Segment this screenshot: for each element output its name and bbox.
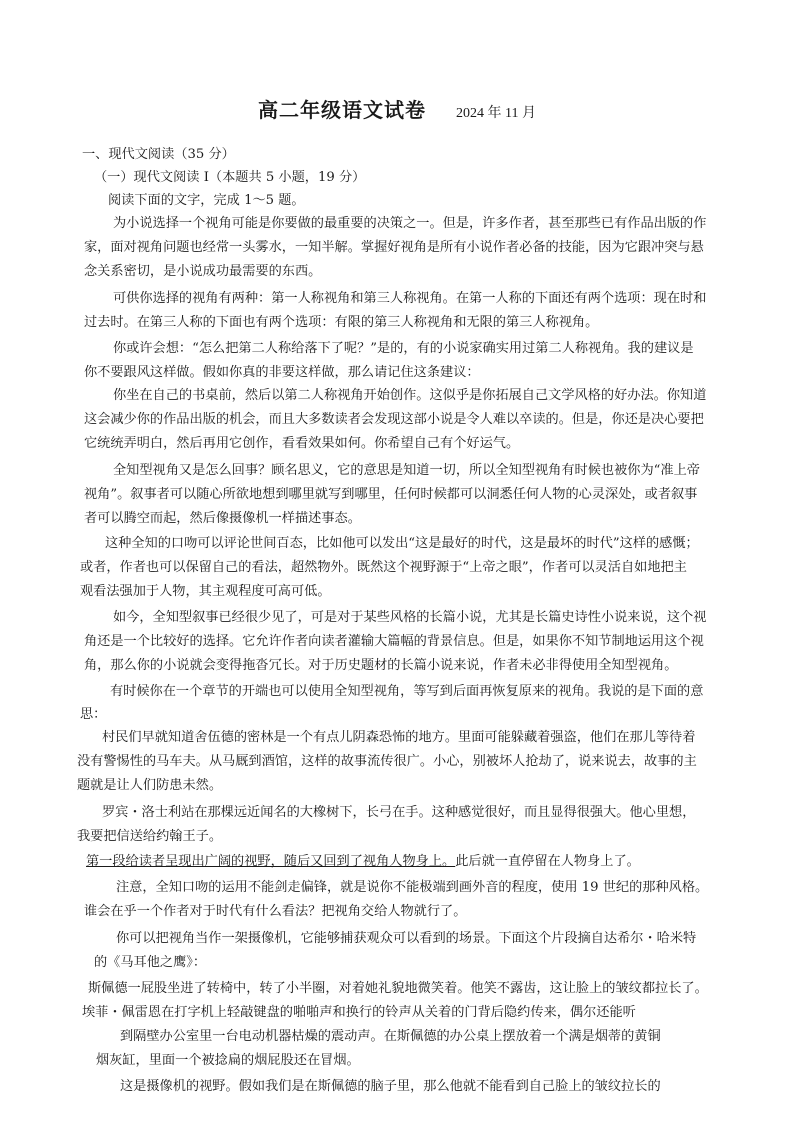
passage-line: 注意，全知口吻的运用不能剑走偏锋，就是说你不能极端到画外音的程度，使用 19 世纪的那种风格。 [116,880,709,895]
passage-line: 为小说选择一个视角可能是你要做的最重要的决策之一。但是，许多作者，甚至那些已有作品出版的作 [113,216,707,231]
section-heading: 一、现代文阅读（35 分） [82,147,235,162]
section-subheading: （一）现代文阅读 I（本题共 5 小题，19 分） [94,170,366,185]
passage-line: 念关系密切，是小说成功最需要的东西。 [84,264,322,279]
passage-line: 角还是一个比较好的选择。它允许作者向读者灌输大篇幅的背景信息。但是，如果你不知节制地运用这个视 [84,634,704,649]
passage-line: 你或许会想：“怎么把第二人称给落下了呢？”是的，有的小说家确实用过第二人称视角。我的建议是 [113,341,694,356]
passage-line: 思： [80,707,107,722]
passage-line: 家，面对视角问题也经常一头雾水，一知半解。掌握好视角是所有小说作者必备的技能，因为它跟冲突与悬 [84,240,704,255]
quote-line: 到隔壁办公室里一台电动机器枯燥的震动声。在斯佩德的办公桌上摆放着一个满是烟蒂的黄铜 [120,1029,661,1044]
example-line: 罗宾・洛士利站在那棵远近闻名的大橡树下，长弓在手。这种感觉很好，而且显得很强大。他心里想， [102,805,696,820]
passage-line: 视角”。叙事者可以随心所欲地想到哪里就写到哪里，任何时候都可以洞悉任何人物的心灵深处，或者叙事 [84,487,698,502]
reading-instruction: 阅读下面的文字，完成 1～5 题。 [108,193,305,208]
passage-line: 的《马耳他之鹰》： [94,955,207,970]
passage-line: 它统统弄明白，然后再用它创作，看看效果如何。你希望自己有个好运气。 [84,436,520,451]
passage-line: 或者，作者也可以保留自己的看法，超然物外。既然这个视野源于“上帝之眼”，作者可以灵活自如地把主 [80,560,687,575]
example-line: 我要把信送给约翰王子。 [77,829,223,844]
analysis-line [86,854,640,870]
title-row [0,94,794,123]
analysis-continuation: 此后就一直停留在人物身上了。 [455,854,640,869]
example-line: 村民们早就知道舍伍德的密林是一个有点儿阴森恐怖的地方。里面可能躲藏着强盗，他们在那儿等待着 [102,730,696,745]
page-title: 高二年级语文试卷 [258,98,426,122]
passage-line: 你不要跟风这样做。假如你真的非要这样做，那么请记住这条建议： [84,365,480,380]
passage-line: 这是摄像机的视野。假如我们是在斯佩德的脑子里，那么他就不能看到自己脸上的皱纹拉长的 [120,1079,661,1094]
quote-line: 烟灰缸，里面一个被捻扁的烟屁股还在冒烟。 [96,1053,360,1068]
passage-line: 这会减少你的作品出版的机会，而且大多数读者会发现这部小说是令人难以卒读的。但是，你还是决心要把 [84,412,704,427]
passage-line: 有时候你在一个章节的开端也可以使用全知型视角，等写到后面再恢复原来的视角。我说的是下面的意 [110,684,704,699]
passage-line: 谁会在乎一个作者对于时代有什么看法？把视角交给人物就行了。 [84,904,467,919]
passage-line: 过去时。在第三人称的下面也有两个选项：有限的第三人称视角和无限的第三人称视角。 [84,315,599,330]
example-line: 题就是让人们防患未然。 [77,778,223,793]
passage-line: 可供你选择的视角有两种：第一人称视角和第三人称视角。在第一人称的下面还有两个选项：现在时和 [113,291,707,306]
exam-date: 2024 年 11 月 [456,106,536,121]
passage-line: 如今，全知型叙事已经很少见了，可是对于某些风格的长篇小说，尤其是长篇史诗性小说来说，这个视 [113,610,707,625]
underlined-sentence: 第一段给读者呈现出广阔的视野，随后又回到了视角人物身上。 [86,854,456,869]
quote-line: 埃菲・佩雷恩在打字机上轻敲键盘的啪啪声和换行的铃声从关着的门背后隐约传来，偶尔还能听 [82,1005,636,1020]
passage-line: 观看法强加于人物，其主观程度可高可低。 [80,584,331,599]
passage-line: 你坐在自己的书桌前，然后以第二人称视角开始创作。这似乎是你拓展自己文学风格的好办法。你知道 [113,388,707,403]
quote-line: 斯佩德一屁股坐进了转椅中，转了小半圈，对着她礼貌地微笑着。他笑不露齿，这让脸上的皱纹都拉长了。 [88,981,708,996]
passage-line: 你可以把视角当作一架摄像机，它能够捕获观众可以看到的场景。下面这个片段摘自达希尔・哈米特 [116,931,697,946]
passage-line: 这种全知的口吻可以评论世间百态，比如他可以发出“这是最好的时代，这是最坏的时代”这样的感慨； [105,536,699,551]
passage-line: 全知型视角又是怎么回事？顾名思义，它的意思是知道一切，所以全知型视角有时候也被你为“准上帝 [113,463,700,478]
example-line: 没有警惕性的马车夫。从马厩到酒馆，这样的故事流传很广。小心，别被坏人抢劫了，说来说去，故事的主 [77,754,697,769]
passage-line: 者可以腾空而起，然后像摄像机一样描述事态。 [84,511,361,526]
passage-line: 角，那么你的小说就会变得拖沓冗长。对于历史题材的长篇小说来说，作者未必非得使用全知型视角。 [84,658,678,673]
